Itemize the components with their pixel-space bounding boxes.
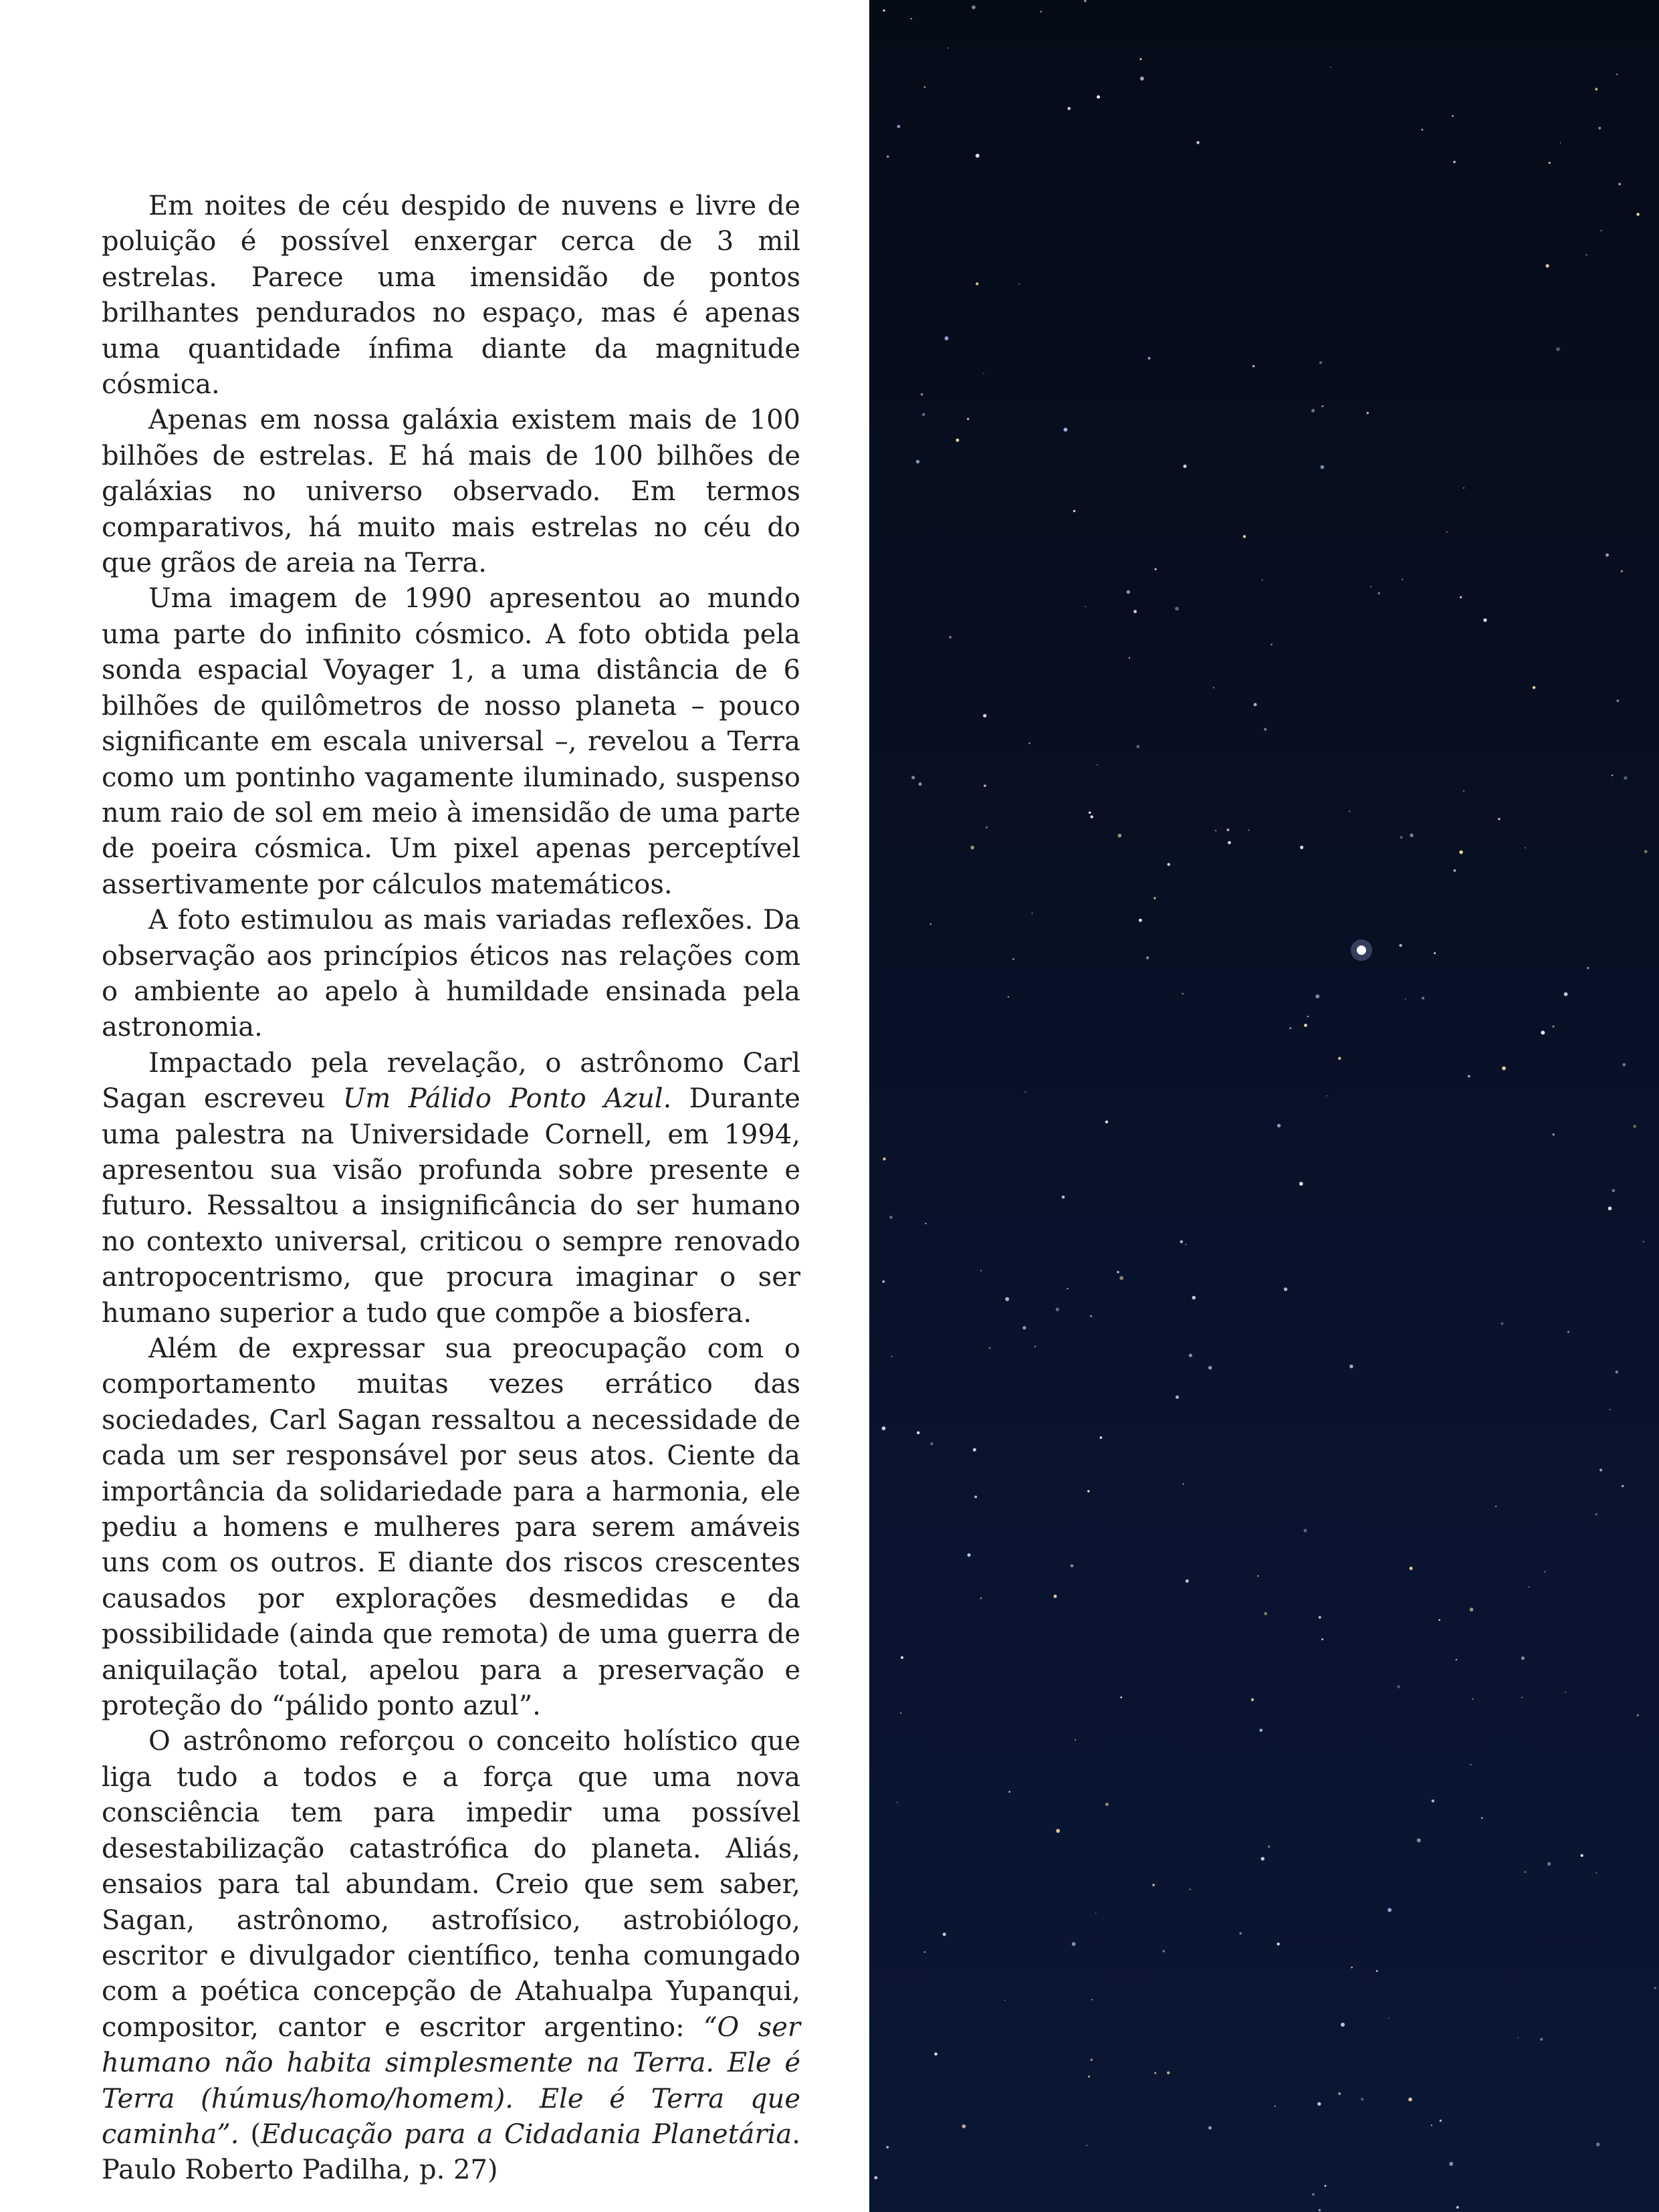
star bbox=[1148, 357, 1151, 360]
star bbox=[1319, 2209, 1321, 2212]
star bbox=[1307, 1016, 1309, 1017]
star bbox=[1440, 2120, 1442, 2122]
star bbox=[968, 1553, 971, 1557]
star bbox=[882, 1281, 885, 1283]
star bbox=[1183, 1483, 1184, 1484]
star bbox=[1637, 1714, 1639, 1716]
star bbox=[1073, 510, 1075, 512]
star bbox=[1397, 1685, 1400, 1688]
star bbox=[1299, 1182, 1303, 1186]
star bbox=[921, 393, 923, 396]
star bbox=[1091, 1999, 1093, 2001]
star bbox=[1284, 1287, 1287, 1291]
star bbox=[1470, 1608, 1474, 1612]
star bbox=[1587, 967, 1589, 970]
star bbox=[1521, 1656, 1525, 1660]
star bbox=[984, 784, 986, 787]
star bbox=[1091, 815, 1093, 818]
star bbox=[1095, 1912, 1097, 1914]
star bbox=[1330, 67, 1331, 68]
star bbox=[1502, 1067, 1506, 1071]
star bbox=[1088, 2076, 1090, 2078]
star bbox=[1311, 409, 1315, 413]
star bbox=[1189, 1353, 1192, 1357]
star bbox=[1524, 1871, 1526, 1873]
star bbox=[1067, 1288, 1069, 1289]
star bbox=[1468, 1075, 1470, 1078]
star bbox=[1378, 592, 1380, 594]
star bbox=[917, 1432, 919, 1434]
star bbox=[1549, 162, 1551, 164]
text-run: Uma imagem de 1990 apresentou ao mundo uma parte do infinito cósmico. A foto obtida pela sonda espacial Voyager 1, a uma distância de 6 bilhões de quilômetros de nosso planeta – pouco significante em escala universal –, revelou a Terra como um pontinho vagamente iluminado, suspenso num raio de sol em meio à imensidão de uma parte de poeira cósmica. Um pixel apenas perceptível assertivamente por cálculos matemáticos. bbox=[102, 583, 800, 900]
star bbox=[1618, 183, 1621, 185]
star bbox=[1581, 1854, 1583, 1857]
star bbox=[1087, 1490, 1089, 1492]
star bbox=[1408, 2098, 1412, 2102]
star bbox=[1259, 1729, 1262, 1732]
star bbox=[1097, 95, 1100, 98]
paragraph bbox=[102, 581, 800, 903]
star bbox=[1438, 1619, 1440, 1621]
star bbox=[1616, 699, 1619, 702]
star bbox=[1270, 643, 1273, 645]
star bbox=[1606, 554, 1609, 557]
star bbox=[989, 1347, 991, 1349]
star bbox=[1388, 1908, 1392, 1912]
star bbox=[1545, 264, 1549, 267]
star bbox=[1481, 1817, 1483, 1819]
star bbox=[916, 460, 919, 463]
star bbox=[1100, 1436, 1103, 1439]
star bbox=[874, 2176, 877, 2179]
paragraph bbox=[102, 1046, 800, 1331]
star bbox=[1008, 1791, 1010, 1793]
star bbox=[1208, 2126, 1212, 2130]
paragraph bbox=[102, 403, 800, 581]
star bbox=[1300, 846, 1303, 849]
star bbox=[1252, 365, 1254, 367]
star bbox=[1090, 1315, 1092, 1317]
star bbox=[883, 9, 885, 11]
star bbox=[1361, 2098, 1363, 2100]
star bbox=[1192, 1296, 1196, 1300]
star bbox=[1599, 1468, 1602, 1471]
star bbox=[1154, 2072, 1156, 2074]
star bbox=[1139, 58, 1141, 60]
star bbox=[1129, 657, 1130, 659]
star bbox=[1610, 1409, 1611, 1410]
star bbox=[1085, 606, 1086, 607]
star bbox=[889, 1216, 893, 1219]
star bbox=[1186, 1579, 1189, 1583]
star bbox=[1213, 687, 1214, 688]
star bbox=[1540, 2037, 1543, 2040]
star bbox=[1553, 1133, 1555, 1135]
star bbox=[911, 776, 915, 779]
star bbox=[1595, 88, 1597, 90]
text-run: Em noites de céu despido de nuvens e livre de poluição é possível enxergar cerca de 3 mil estrelas. Parece uma imensidão de pontos brilhantes pendurados no espaço, mas é apenas uma quantidade ínfima diante da magnitude cósmica. bbox=[102, 191, 800, 401]
star bbox=[980, 1597, 982, 1599]
text-run: Além de expressar sua preocupação com o comportamento muitas vezes errático das sociedades, Carl Sagan ressaltou a necessidade de cada um ser responsável por seus atos. Ciente da importância da solidariedade para a harmonia, ele pediu a homens e mulheres para serem amáveis uns com os outros. E diante dos riscos crescentes causados por explorações desmedidas e da possibilidade (ainda que remota) de uma guerra de aniquilação total, apelou para a preservação e proteção do “pálido ponto azul”. bbox=[102, 1333, 800, 1722]
star bbox=[1501, 1322, 1503, 1325]
text-run: . Durante uma palestra na Universidade Cornell, em 1994, apresentou sua visão profunda sobre presente e futuro. Ressaltou a insignificância do ser humano no contexto universal, criticou o sempre renovado antropocentrismo, que procura imaginar o ser humano superior a tudo que compõe a biosfera. bbox=[102, 1083, 800, 1329]
starfield bbox=[869, 0, 1659, 2212]
star bbox=[1400, 836, 1403, 839]
star bbox=[1056, 1829, 1060, 1833]
star bbox=[1251, 1698, 1254, 1701]
star bbox=[1456, 2206, 1459, 2209]
star bbox=[1277, 1943, 1280, 1946]
star bbox=[1054, 1595, 1057, 1598]
star bbox=[1456, 1659, 1457, 1660]
star bbox=[1608, 1206, 1612, 1210]
star bbox=[1268, 1846, 1270, 1848]
star bbox=[897, 125, 901, 128]
star bbox=[1139, 919, 1142, 922]
star bbox=[1262, 579, 1263, 580]
star bbox=[1598, 127, 1601, 130]
star bbox=[1410, 834, 1413, 837]
star bbox=[1089, 812, 1091, 814]
star bbox=[1072, 1942, 1076, 1946]
star bbox=[1417, 1838, 1421, 1842]
star bbox=[924, 1951, 925, 1953]
star bbox=[1370, 586, 1371, 587]
star bbox=[1097, 764, 1098, 766]
star bbox=[1612, 1189, 1615, 1192]
star bbox=[1616, 1371, 1618, 1373]
star bbox=[1498, 818, 1500, 820]
star bbox=[1264, 728, 1266, 731]
star bbox=[1495, 1506, 1497, 1507]
star bbox=[1612, 774, 1613, 776]
star bbox=[1547, 1862, 1551, 1866]
star bbox=[1452, 115, 1454, 117]
star bbox=[930, 1442, 933, 1445]
star bbox=[1126, 590, 1130, 594]
star bbox=[1367, 412, 1369, 414]
star bbox=[1167, 2072, 1170, 2075]
star bbox=[1208, 1366, 1212, 1370]
star bbox=[1019, 284, 1020, 285]
star bbox=[1321, 1638, 1323, 1640]
star bbox=[1028, 742, 1030, 744]
star bbox=[973, 1448, 976, 1452]
star bbox=[1254, 703, 1257, 706]
star bbox=[1321, 465, 1325, 469]
star bbox=[1402, 579, 1403, 580]
star bbox=[1317, 2102, 1321, 2106]
star bbox=[1544, 1571, 1546, 1573]
star bbox=[1434, 952, 1436, 954]
star bbox=[1248, 829, 1249, 831]
star bbox=[1405, 998, 1406, 1000]
star bbox=[1621, 570, 1623, 572]
star bbox=[1446, 532, 1448, 533]
star bbox=[1075, 1739, 1076, 1741]
star bbox=[1261, 1857, 1264, 1860]
star bbox=[1624, 776, 1627, 780]
paragraph bbox=[102, 903, 800, 1046]
star bbox=[887, 155, 889, 158]
italic-run: Educação para a Cidadania Planetária bbox=[261, 2118, 792, 2150]
star bbox=[1399, 944, 1402, 948]
star bbox=[1315, 994, 1319, 998]
star bbox=[962, 2124, 966, 2128]
star bbox=[1091, 2059, 1093, 2062]
star bbox=[1264, 1612, 1267, 1616]
star bbox=[900, 1712, 902, 1715]
star bbox=[886, 2146, 889, 2148]
star bbox=[1633, 1125, 1636, 1128]
star bbox=[1257, 1575, 1258, 1577]
star bbox=[1163, 1950, 1165, 1952]
star bbox=[949, 636, 952, 639]
star bbox=[1541, 1030, 1545, 1034]
star bbox=[967, 418, 970, 421]
star bbox=[986, 826, 988, 828]
star bbox=[1601, 230, 1602, 231]
star bbox=[1304, 1024, 1307, 1027]
star bbox=[983, 373, 984, 374]
star bbox=[1565, 1692, 1566, 1693]
star bbox=[1136, 745, 1139, 748]
star bbox=[1552, 1025, 1554, 1027]
star bbox=[1654, 1987, 1656, 1989]
star bbox=[1326, 1095, 1327, 1097]
star bbox=[1338, 2092, 1341, 2095]
star bbox=[1155, 568, 1157, 570]
star bbox=[1277, 1124, 1281, 1127]
star bbox=[1152, 1884, 1154, 1886]
star bbox=[1196, 141, 1200, 144]
star bbox=[1556, 347, 1560, 351]
star bbox=[1319, 361, 1322, 364]
star bbox=[956, 439, 959, 442]
star bbox=[911, 18, 912, 19]
star bbox=[919, 782, 922, 786]
star bbox=[1183, 465, 1186, 468]
star bbox=[1528, 1586, 1529, 1587]
star bbox=[1376, 1970, 1378, 1972]
night-sky-photo bbox=[869, 0, 1659, 2212]
star bbox=[1032, 913, 1033, 914]
star bbox=[1636, 213, 1639, 215]
star bbox=[1105, 1121, 1108, 1123]
star bbox=[972, 5, 976, 9]
star bbox=[1190, 1888, 1191, 1890]
star bbox=[1024, 1091, 1026, 1093]
star bbox=[1180, 1240, 1183, 1244]
paragraph bbox=[102, 1331, 800, 1724]
text-run: Impactado pela revelação, o astrônomo Carl Sagan escreveu bbox=[102, 1047, 800, 1115]
star bbox=[1176, 1396, 1179, 1399]
text-run: ( bbox=[239, 2118, 261, 2150]
star bbox=[980, 1270, 982, 1271]
bright-star bbox=[1357, 946, 1366, 955]
star bbox=[1119, 1276, 1123, 1280]
star bbox=[1349, 810, 1350, 812]
article-body bbox=[102, 189, 800, 2189]
star bbox=[1517, 2037, 1519, 2038]
star bbox=[1454, 869, 1456, 872]
star bbox=[945, 336, 949, 340]
star bbox=[1185, 1244, 1186, 1245]
star bbox=[1644, 850, 1648, 853]
star bbox=[891, 1356, 893, 1357]
star bbox=[974, 1496, 977, 1499]
star bbox=[983, 714, 986, 717]
star bbox=[1084, 0, 1086, 2]
star bbox=[930, 923, 931, 925]
star bbox=[1586, 254, 1587, 255]
star bbox=[1595, 1872, 1597, 1874]
star bbox=[1596, 2142, 1600, 2146]
star bbox=[1289, 1027, 1291, 1029]
star bbox=[1240, 1932, 1242, 1934]
star bbox=[1243, 535, 1246, 538]
star bbox=[1004, 1999, 1006, 2001]
star bbox=[1140, 77, 1144, 81]
star bbox=[1175, 606, 1179, 611]
star bbox=[1008, 996, 1009, 998]
star bbox=[1560, 142, 1561, 144]
star bbox=[1056, 1308, 1059, 1311]
text-run: Apenas em nossa galáxia existem mais de 100 bilhões de estrelas. E há mais de 100 bilhões de galáxias no universo observado. Em termos comparativos, há muito mais estrelas no céu do que grãos de areia na Terra. bbox=[102, 405, 800, 579]
star bbox=[943, 1932, 946, 1936]
star bbox=[976, 282, 978, 285]
star bbox=[1622, 1485, 1624, 1487]
star bbox=[1463, 487, 1464, 489]
star bbox=[1034, 1346, 1036, 1347]
star bbox=[1564, 992, 1568, 996]
text-run: . Paulo Roberto Padilha, p. 27) bbox=[102, 2118, 800, 2186]
text-run: A foto estimulou as mais variadas reflexões. Da observação aos princípios éticos nas relações com o ambiente ao apelo à humildade ensinada pela astronomia. bbox=[102, 905, 800, 1043]
star bbox=[1470, 1764, 1472, 1765]
star bbox=[1153, 897, 1155, 899]
paragraph bbox=[102, 1724, 800, 2188]
star bbox=[1226, 828, 1229, 831]
star bbox=[1071, 1565, 1073, 1567]
star bbox=[1275, 2106, 1276, 2107]
star bbox=[1616, 74, 1618, 75]
star bbox=[1453, 160, 1456, 163]
star bbox=[970, 846, 974, 850]
star bbox=[1063, 428, 1067, 432]
star bbox=[897, 1802, 898, 1803]
star bbox=[1567, 1331, 1569, 1333]
star bbox=[1472, 1698, 1473, 1700]
star bbox=[1120, 1696, 1122, 1698]
star bbox=[1182, 993, 1184, 995]
star bbox=[923, 86, 925, 88]
star bbox=[1410, 1567, 1413, 1570]
star bbox=[1012, 958, 1014, 960]
star bbox=[883, 1157, 886, 1161]
italic-run: “O ser humano não habita simplesmente na Terra. Ele é Terra (húmus/homo/homem). Ele é Terra que caminha”. bbox=[102, 2011, 801, 2150]
star bbox=[1422, 996, 1424, 999]
paragraph bbox=[102, 189, 800, 403]
star bbox=[1303, 1529, 1307, 1533]
star bbox=[1525, 847, 1526, 849]
star bbox=[1146, 956, 1149, 960]
star bbox=[1463, 790, 1465, 792]
star bbox=[922, 413, 925, 417]
star bbox=[1168, 863, 1170, 866]
star bbox=[1595, 1513, 1597, 1515]
star bbox=[1022, 1326, 1026, 1329]
star bbox=[1460, 596, 1462, 598]
star bbox=[1319, 1616, 1321, 1619]
star bbox=[1325, 2185, 1327, 2187]
star bbox=[1228, 841, 1231, 845]
star bbox=[1118, 834, 1122, 838]
star bbox=[1215, 830, 1217, 832]
star bbox=[1040, 11, 1042, 12]
star bbox=[1321, 405, 1323, 407]
star bbox=[976, 154, 980, 158]
star bbox=[1643, 1241, 1644, 1242]
star bbox=[901, 1656, 903, 1659]
star bbox=[934, 2053, 937, 2056]
star bbox=[1067, 107, 1071, 110]
star bbox=[882, 1426, 886, 1430]
star bbox=[1062, 1196, 1065, 1199]
italic-run: Um Pálido Ponto Azul bbox=[342, 1083, 663, 1115]
star bbox=[1431, 2124, 1432, 2126]
star bbox=[1449, 2162, 1453, 2166]
star bbox=[1622, 1063, 1626, 1067]
star bbox=[925, 1223, 926, 1224]
star bbox=[1005, 1297, 1009, 1301]
star bbox=[1459, 851, 1463, 855]
star bbox=[1521, 1696, 1523, 1698]
star bbox=[1421, 128, 1423, 130]
text-run: O astrônomo reforçou o conceito holístico que liga tudo a todos e a força que uma nova consciência tem para impedir uma possível desestabilização catastrófica do planeta. Aliás, ensaios para tal abundam. Creio que sem saber, Sagan, astrônomo, astrofísico, astrobiólogo, escritor e divulgador científico, tenha comungado com a poética concepção de Atahualpa Yupanqui, compositor, cantor e escritor argentino: bbox=[102, 1726, 800, 2043]
star bbox=[1117, 1271, 1119, 1274]
star bbox=[1432, 1799, 1434, 1802]
star bbox=[1483, 619, 1486, 622]
star bbox=[1351, 1967, 1353, 1969]
star bbox=[1086, 2144, 1087, 2146]
star bbox=[1349, 1365, 1353, 1369]
star bbox=[1105, 1803, 1109, 1806]
star bbox=[1341, 2023, 1345, 2027]
star bbox=[1133, 610, 1137, 613]
star bbox=[1312, 2193, 1315, 2196]
star bbox=[947, 47, 949, 49]
star bbox=[1388, 2017, 1390, 2019]
star bbox=[1338, 1057, 1341, 1060]
star bbox=[1533, 686, 1536, 689]
